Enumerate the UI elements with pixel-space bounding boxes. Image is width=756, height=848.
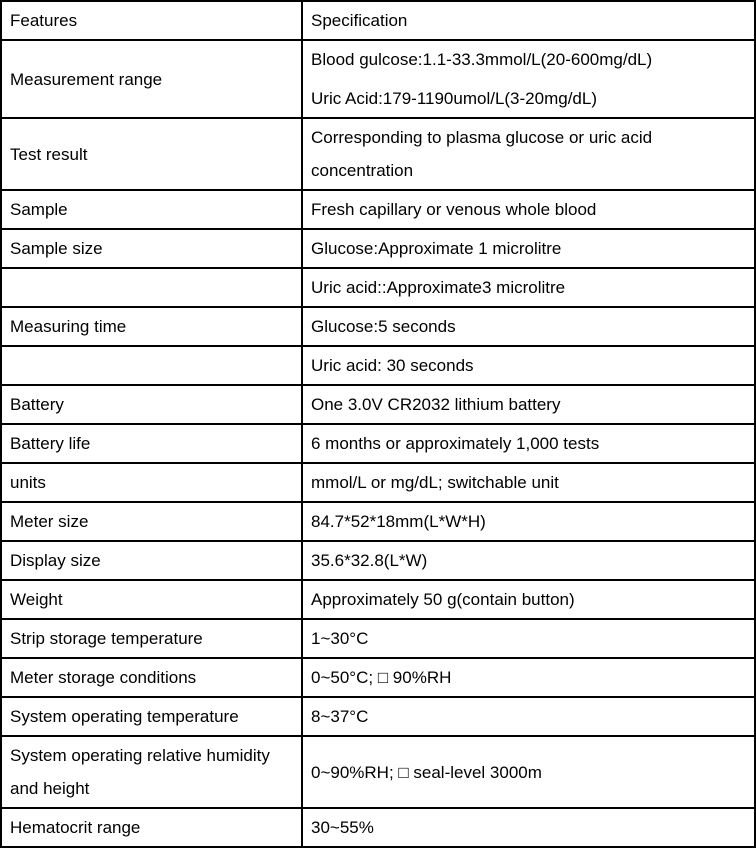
spec-line: 1~30°C (311, 629, 369, 648)
feature-cell: Display size (2, 542, 303, 579)
table-row (2, 462, 754, 501)
spec-cell (303, 191, 754, 228)
feature-cell: Measurement range (2, 41, 303, 117)
table-row (2, 735, 754, 807)
table-row (2, 696, 754, 735)
feature-cell: Test result (2, 119, 303, 189)
table-row (2, 657, 754, 696)
spec-cell (303, 41, 754, 117)
feature-cell: Weight (2, 581, 303, 618)
feature-cell (2, 269, 303, 306)
spec-line: mmol/L or mg/dL; switchable unit (311, 473, 559, 492)
feature-cell: Strip storage temperature (2, 620, 303, 657)
feature-cell: Hematocrit range (2, 809, 303, 846)
spec-line: Fresh capillary or venous whole blood (311, 200, 597, 219)
spec-line: 0~90%RH; □ seal-level 3000m (311, 762, 542, 782)
spec-cell (303, 503, 754, 540)
spec-cell (303, 737, 754, 807)
spec-line: Blood gulcose:1.1-33.3mmol/L(20-600mg/dL) (311, 50, 653, 69)
spec-line: Uric acid::Approximate3 microlitre (311, 278, 566, 297)
spec-line: 35.6*32.8(L*W) (311, 551, 428, 570)
spec-cell (303, 809, 754, 846)
table-row (2, 117, 754, 189)
spec-line: Corresponding to plasma glucose or uric acid concentration (311, 128, 653, 180)
table-header-row (2, 2, 754, 39)
spec-cell (303, 230, 754, 267)
spec-cell (303, 119, 754, 189)
spec-line: One 3.0V CR2032 lithium battery (311, 395, 561, 414)
spec-cell (303, 269, 754, 306)
column-header-features: Features (2, 2, 303, 39)
spec-cell (303, 698, 754, 735)
table-row (2, 267, 754, 306)
spec-cell (303, 386, 754, 423)
spec-line: 6 months or approximately 1,000 tests (311, 434, 600, 453)
feature-cell: System operating relative humidity and height (2, 737, 303, 807)
feature-cell: Sample (2, 191, 303, 228)
table-row (2, 228, 754, 267)
feature-cell: units (2, 464, 303, 501)
spec-cell (303, 659, 754, 696)
feature-cell: Battery life (2, 425, 303, 462)
spec-line: Approximately 50 g(contain button) (311, 590, 575, 609)
table-row (2, 423, 754, 462)
feature-cell: Meter size (2, 503, 303, 540)
table-row (2, 345, 754, 384)
table-row (2, 618, 754, 657)
spec-line: Glucose:Approximate 1 microlitre (311, 239, 562, 258)
table-row (2, 189, 754, 228)
table-row (2, 579, 754, 618)
spec-line: Glucose:5 seconds (311, 317, 456, 336)
feature-cell: Battery (2, 386, 303, 423)
spec-cell (303, 581, 754, 618)
spec-line: Uric Acid:179-1190umol/L(3-20mg/dL) (311, 89, 597, 108)
feature-cell: Measuring time (2, 308, 303, 345)
column-header-specification: Specification (311, 11, 408, 30)
spec-cell (303, 347, 754, 384)
spec-line: 84.7*52*18mm(L*W*H) (311, 512, 486, 531)
spec-cell (303, 425, 754, 462)
spec-line: 8~37°C (311, 707, 369, 726)
feature-cell: Sample size (2, 230, 303, 267)
feature-cell (2, 347, 303, 384)
spec-cell (303, 542, 754, 579)
feature-cell: System operating temperature (2, 698, 303, 735)
spec-cell (303, 308, 754, 345)
spec-line: 30~55% (311, 818, 374, 837)
table-row (2, 39, 754, 117)
table-row (2, 501, 754, 540)
spec-line: Uric acid: 30 seconds (311, 356, 474, 375)
table-row (2, 384, 754, 423)
table-row (2, 540, 754, 579)
table-row (2, 306, 754, 345)
spec-cell (303, 464, 754, 501)
feature-cell: Meter storage conditions (2, 659, 303, 696)
spec-line: 0~50°C; □ 90%RH (311, 668, 452, 687)
spec-cell (303, 620, 754, 657)
table-row (2, 807, 754, 846)
